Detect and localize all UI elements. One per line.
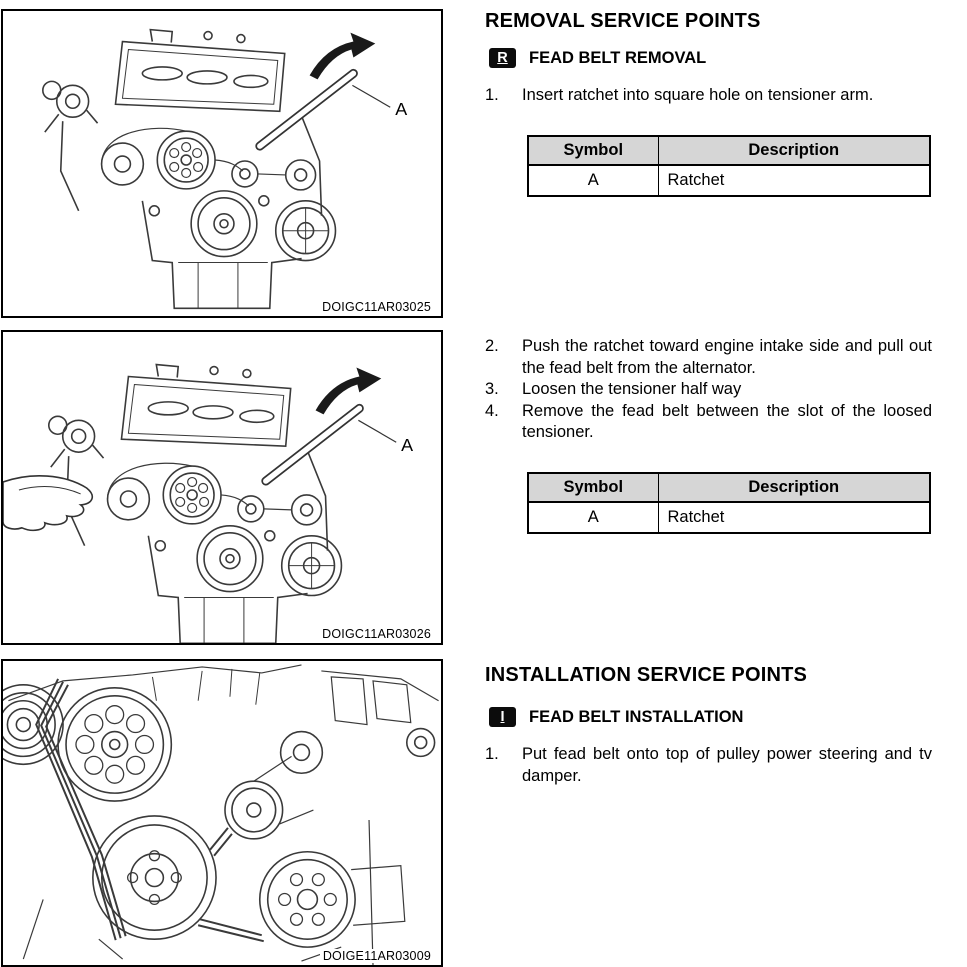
installation-subtitle: FEAD BELT INSTALLATION — [529, 707, 744, 726]
symbol-col-header: Symbol — [528, 473, 658, 502]
power-steering-pulley — [58, 688, 171, 801]
removal-subheading — [489, 48, 932, 68]
step-number: 1. — [485, 745, 499, 763]
removal-badge-icon: R — [489, 48, 516, 68]
removal-steps-continued — [485, 336, 932, 534]
description-col-header: Description — [658, 473, 930, 502]
step-number: 1. — [485, 86, 499, 104]
callout-a-label: A — [401, 435, 414, 456]
step-text: Loosen the tensioner half way — [522, 380, 742, 398]
figure-code-label: DOIGC11AR03025 — [319, 300, 434, 314]
step-item — [485, 85, 932, 107]
step-text: Remove the fead belt between the slot of the loosed tensioner. — [522, 401, 932, 441]
table-header-row — [528, 136, 930, 165]
symbol-cell: A — [528, 502, 658, 533]
description-cell: Ratchet — [658, 165, 930, 196]
step-text: Insert ratchet into square hole on tensioner arm. — [522, 86, 874, 104]
description-cell: Ratchet — [658, 502, 930, 533]
engine-front-illustration-2 — [3, 332, 441, 643]
hand-illustration — [3, 476, 92, 530]
installation-steps — [485, 744, 932, 787]
step-item — [485, 379, 932, 401]
installation-subheading — [489, 707, 932, 727]
description-col-header: Description — [658, 136, 930, 165]
removal-title: REMOVAL SERVICE POINTS — [485, 10, 761, 32]
symbol-col-header: Symbol — [528, 136, 658, 165]
symbol-cell: A — [528, 165, 658, 196]
symbol-table-2 — [527, 472, 931, 534]
rotate-arrow-icon — [310, 33, 376, 80]
installation-title: INSTALLATION SERVICE POINTS — [485, 664, 808, 686]
removal-section — [485, 10, 932, 197]
step-text: Push the ratchet toward engine intake side and pull out the fead belt from the alternator. — [522, 337, 932, 377]
figure-code-label: DOIGE11AR03009 — [320, 949, 434, 963]
symbol-table-1 — [527, 135, 931, 197]
figure-box-1 — [1, 9, 443, 318]
engine-front-illustration-1 — [3, 11, 441, 316]
table-row — [528, 502, 930, 533]
tv-damper-pulley — [93, 816, 216, 939]
removal-steps — [485, 85, 932, 107]
figure-box-2 — [1, 330, 443, 645]
installation-badge-icon: I — [489, 707, 516, 727]
step-item — [485, 744, 932, 787]
table-header-row — [528, 473, 930, 502]
engine-line-art — [43, 30, 390, 309]
step-number: 2. — [485, 337, 499, 355]
step-item — [485, 336, 932, 379]
step-text: Put fead belt onto top of pulley power steering and tv damper. — [522, 745, 932, 785]
ac-compressor-pulley — [260, 852, 355, 947]
callout-a-label: A — [395, 99, 408, 120]
step-number: 4. — [485, 401, 499, 420]
step-item — [485, 401, 932, 444]
figure-code-label: DOIGC11AR03026 — [319, 627, 434, 641]
figure-box-3 — [1, 659, 443, 967]
engine-closeup-illustration — [3, 661, 441, 965]
removal-subtitle: FEAD BELT REMOVAL — [529, 48, 707, 67]
installation-section — [485, 664, 932, 787]
step-number: 3. — [485, 380, 499, 398]
text-column — [485, 0, 932, 967]
table-row — [528, 165, 930, 196]
